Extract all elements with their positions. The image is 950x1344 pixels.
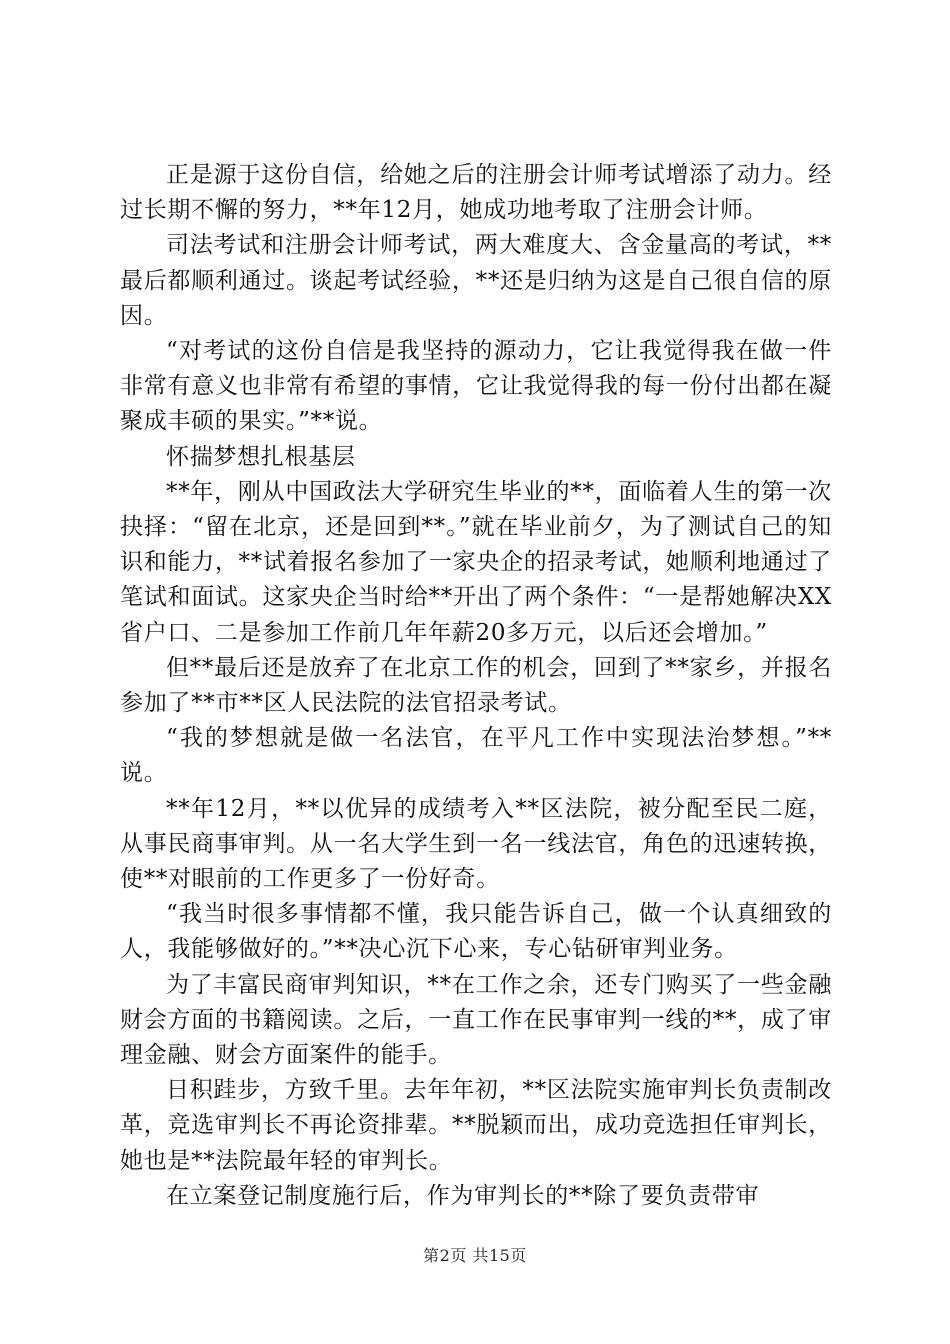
paragraph-9: “我当时很多事情都不懂，我只能告诉自己，做一个认真细致的人，我能够做好的。”**决心沉下心来，专心钻研审判业务。 — [120, 901, 832, 963]
paragraph-5: **年，刚从中国政法大学研究生毕业的**，面临着人生的第一次抉择：“留在北京，还是回到**。”就在毕业前夕，为了测试自己的知识和能力，**试着报名参加了一家央企的招录考试，她顺利地通过了笔试和面试。这家央企当时给**开出了两个条件：“一是帮她解决XX省户口、二是参加工作前几年年薪20多万元，以后还会增加。” — [120, 478, 832, 646]
paragraph-8: **年12月，**以优异的成绩考入**区法院，被分配至民二庭，从事民商事审判。从一名大学生到一名一线法官，角色的迅速转换，使**对眼前的工作更多了一份好奇。 — [120, 795, 832, 893]
paragraph-11: 日积跬步，方致千里。去年年初，**区法院实施审判长负责制改革，竞选审判长不再论资排辈。**脱颖而出，成功竞选担任审判长，她也是**法院最年轻的审判长。 — [120, 1077, 832, 1174]
paragraph-6: 但**最后还是放弃了在北京工作的机会，回到了**家乡，并报名参加了**市**区人民法院的法官招录考试。 — [120, 654, 832, 717]
paragraph-10: 为了丰富民商审判知识，**在工作之余，还专门购买了一些金融财会方面的书籍阅读。之后，一直工作在民事审判一线的**，成了审理金融、财会方面案件的能手。 — [120, 971, 832, 1069]
paragraph-7: “我的梦想就是做一名法官，在平凡工作中实现法治梦想。”**说。 — [120, 725, 832, 787]
paragraph-1: 正是源于这份自信，给她之后的注册会计师考试增添了动力。经过长期不懈的努力，**年12月，她成功地考取了注册会计师。 — [120, 162, 832, 224]
paragraph-12: 在立案登记制度施行后，作为审判长的**除了要负责带审 — [166, 1182, 760, 1209]
paragraph-3: “对考试的这份自信是我坚持的源动力，它让我觉得我在做一件非常有意义也非常有希望的事情，它让我觉得我的每一份付出都在凝聚成丰硕的果实。”**说。 — [120, 338, 832, 435]
page-number-footer: 第2页 共15页 — [423, 1246, 527, 1265]
paragraph-2: 司法考试和注册会计师考试，两大难度大、含金量高的考试，**最后都顺利通过。谈起考试经验，**还是归纳为这是自己很自信的原因。 — [120, 232, 832, 329]
section-heading: 怀揣梦想扎根基层 — [166, 443, 356, 470]
document-body — [120, 158, 832, 1214]
